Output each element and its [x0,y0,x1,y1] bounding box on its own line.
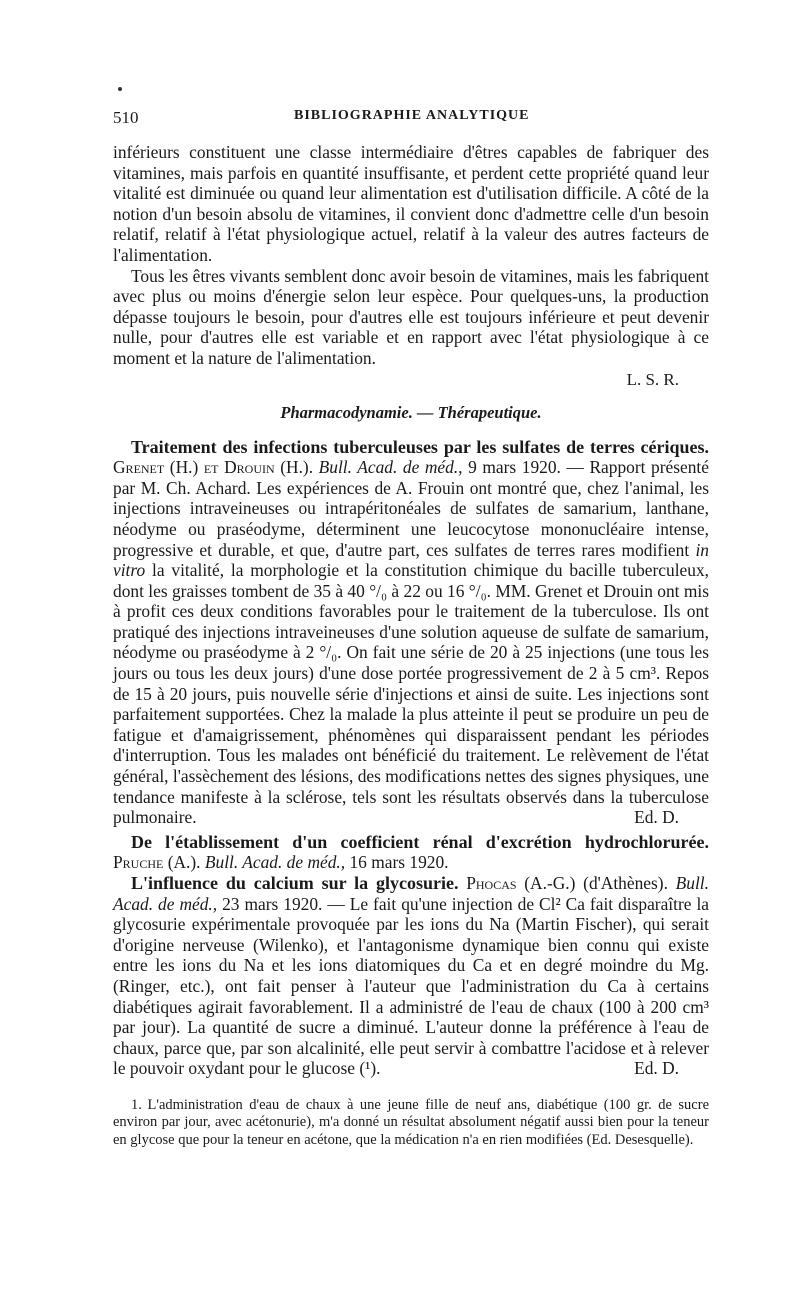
article-1-in-vitro: in vitro [113,539,709,581]
footnote-number: 1. [131,1096,142,1113]
article-1-signature: Ed. D. [634,807,679,828]
article-3-title: L'influence du calcium sur la glycosurie. [131,873,459,893]
article-1-body: — Rapport présenté par M. Ch. Achard. Les expériences de A. Frouin ont montré que, chez l'animal, les injections intraveineuses ou intrapéritonéales de sulfates de samarium, lanthane, néodyme ou praséodyme, déterminent une leucocytose mononucléaire intense, progressive et durable, et que, d'autre part, ces sulfates de terres rares modifient [113,457,709,560]
page-number: 510 [113,108,139,127]
margin-dot [118,87,122,91]
article-3-source: Bull. Acad. de méd., [113,873,709,914]
intro-paragraph-1: inférieurs constituent une classe intermédiaire d'êtres capables de fabriquer des vitamines, mais parfois en quantité insuffisante, et perdent cette propriété quand leur vitalité est diminuée ou quand leur alimentation est d'utilisation difficile. A côté de la notion d'un besoin absolu de vitamines, il convient donc d'admettre celle d'un besoin relatif, relatif à l'état physiologique actuel, relatif à la valeur des autres facteurs de l'alimentation. [113,142,709,265]
article-3-signature: Ed. D. [634,1058,679,1079]
article-1-source: Bull. Acad. de méd., [318,457,463,478]
footnote [113,1097,709,1150]
article-2-authors: Pruche (A.). [113,852,201,873]
running-title: BIBLIOGRAPHIE ANALYTIQUE [294,108,530,123]
running-header [113,108,709,128]
article-1-authors: Grenet (H.) et Drouin (H.). [113,457,314,478]
article-2-title: De l'établissement d'un coefficient rénal d'excrétion hydrochlorurée. [131,831,709,852]
article-2-date: 16 mars 1920. [349,852,449,873]
intro-signature: L. S. R. [626,369,679,389]
article-3-location: (d'Athènes). [583,873,668,893]
article-1-title: Traitement des infections tuberculeuses par les sulfates de terres cériques. [131,436,709,457]
section-title: Pharmacodynamie. — Thérapeutique. [280,402,542,422]
article-3-body: 23 mars 1920. — Le fait qu'une injection de Cl² Ca fait disparaître la glycosurie expérimentale provoquée par les ions du Na (Martin Fischer), qui serait d'origine nerveuse (Wilenko), et l'antagonisme dynamique bien connu qui existe entre les ions du Na et les ions diatomiques du Ca et en degré moindre du Mg. (Ringer, etc.), ont fait penser à l'auteur que l'administration du Ca à certains diabétiques agirait favorablement. Il a administré de l'eau de chaux (100 à 200 cm³ par jour). La quantité de sucre a diminué. L'auteur donne la préférence à l'eau de chaux, parce que, par son alcalinité, elle peut servir à combattre l'acidose et à relever le pouvoir oxydant pour le glucose (¹). [113,893,709,1079]
article-1-body-2: la vitalité, la morphologie et la constitution chimique du bacille tuberculeux, dont les graisses tombent de 35 à 40 °/₀ à 22 ou 16 °/₀. MM. Grenet et Drouin ont mis à profit ces deux conditions favorables pour le traitement de la tuberculose. Ils ont pratiqué des injections intraveineuses d'une solution aqueuse de sulfate de samarium, néodyme ou praséodyme à 2 °/₀. On fait une série de 20 à 25 injections (une tous les jours ou tous les deux jours) d'une dose portée progressivement de 2 à 5 cm³. Repos de 15 à 20 jours, puis nouvelle série d'injections et ainsi de suite. Les injections sont parfaitement supportées. Chez la malade la plus atteinte il peut se produire un peu de fatigue et d'amaigrissement, phénomènes qui disparaissent pendant les périodes d'interruption. Tous les malades ont bénéficié du traitement. Le relèvement de l'état général, l'assèchement des lésions, des modifications nettes des signes physiques, une tendance manifeste à la sclérose, tels sont les résultats observés dans la tuberculose pulmonaire. [113,560,709,828]
article-1-date: 9 mars 1920. [468,457,561,478]
article-3-authors: Phocas (A.-G.) [466,873,576,893]
page [113,108,709,1149]
article-2-source: Bull. Acad. de méd., [204,852,346,873]
footnote-text: L'administration d'eau de chaux à une jeune fille de neuf ans, diabétique (100 gr. de sucre environ par jour, avec acétonurie), m'a donné un résultat absolument négatif aussi bien pour la teneur en glycose que pour la teneur en acétone, que la médication n'a en rien modifiées (Ed. Desesquelle). [113,1096,710,1148]
intro-paragraph-2: Tous les êtres vivants semblent donc avoir besoin de vitamines, mais les fabriquent avec plus ou moins d'énergie selon leur espèce. Pour quelques-uns, la production dépasse toujours le besoin, pour d'autres elle est toujours inférieure et peut devenir nulle, pour d'autres elle est variable et en rapport avec l'état physiologique à ce moment et la nature de l'alimentation. [113,265,709,368]
article-3 [113,873,709,1079]
article-2 [113,832,709,873]
article-1 [113,437,709,828]
